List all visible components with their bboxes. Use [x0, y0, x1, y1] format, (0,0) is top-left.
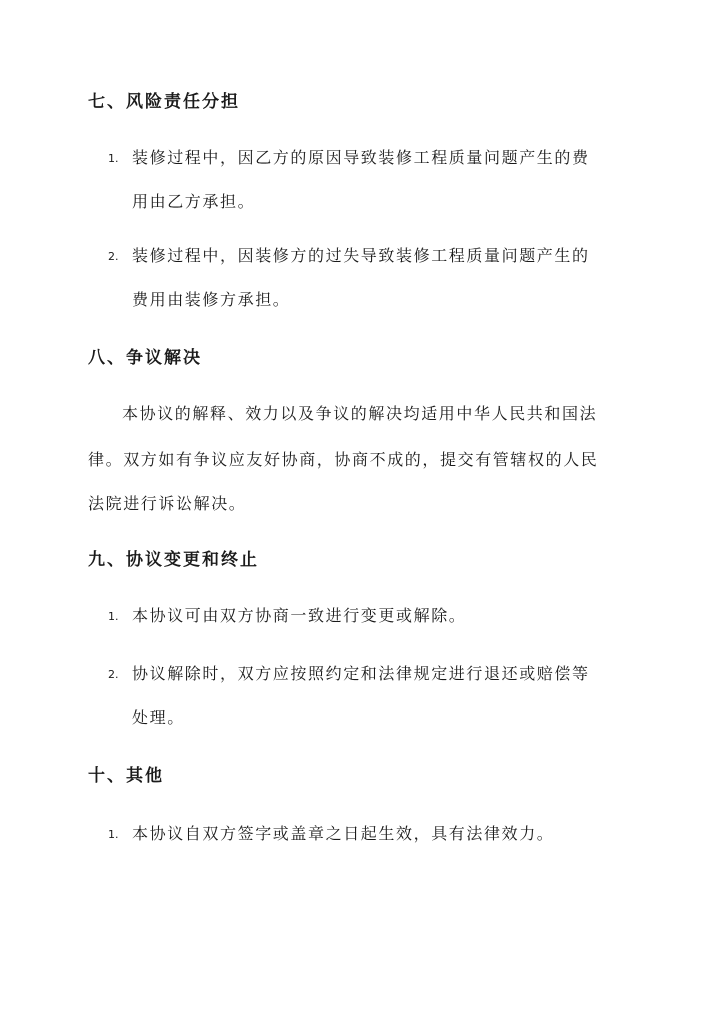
paragraph-line: 律。双方如有争议应友好协商，协商不成的，提交有管辖权的人民: [88, 450, 599, 469]
list-item-text: 本协议自双方签字或盖章之日起生效，具有法律效力。: [132, 824, 555, 843]
section-heading-dispute: 八、争议解决: [88, 348, 202, 368]
section-heading-other: 十、其他: [88, 766, 164, 786]
list-item-text: 处理。: [132, 708, 185, 727]
list-item-text: 用由乙方承担。: [132, 192, 256, 211]
list-item-number: 2.: [108, 250, 119, 263]
list-item-text: 协议解除时，双方应按照约定和法律规定进行退还或赔偿等: [132, 664, 590, 683]
list-item-number: 1.: [108, 152, 119, 165]
list-item-number: 2.: [108, 668, 119, 681]
list-item-text: 本协议可由双方协商一致进行变更或解除。: [132, 606, 467, 625]
list-item-text: 装修过程中，因装修方的过失导致装修工程质量问题产生的: [132, 246, 590, 265]
section-heading-change: 九、协议变更和终止: [88, 550, 259, 570]
section-heading-risk: 七、风险责任分担: [88, 92, 240, 112]
paragraph-line: 法院进行诉讼解决。: [88, 494, 247, 513]
list-item-text: 装修过程中，因乙方的原因导致装修工程质量问题产生的费: [132, 148, 590, 167]
list-item-number: 1.: [108, 828, 119, 841]
list-item-number: 1.: [108, 610, 119, 623]
paragraph-line: 本协议的解释、效力以及争议的解决均适用中华人民共和国法: [122, 404, 598, 423]
list-item-text: 费用由装修方承担。: [132, 290, 291, 309]
